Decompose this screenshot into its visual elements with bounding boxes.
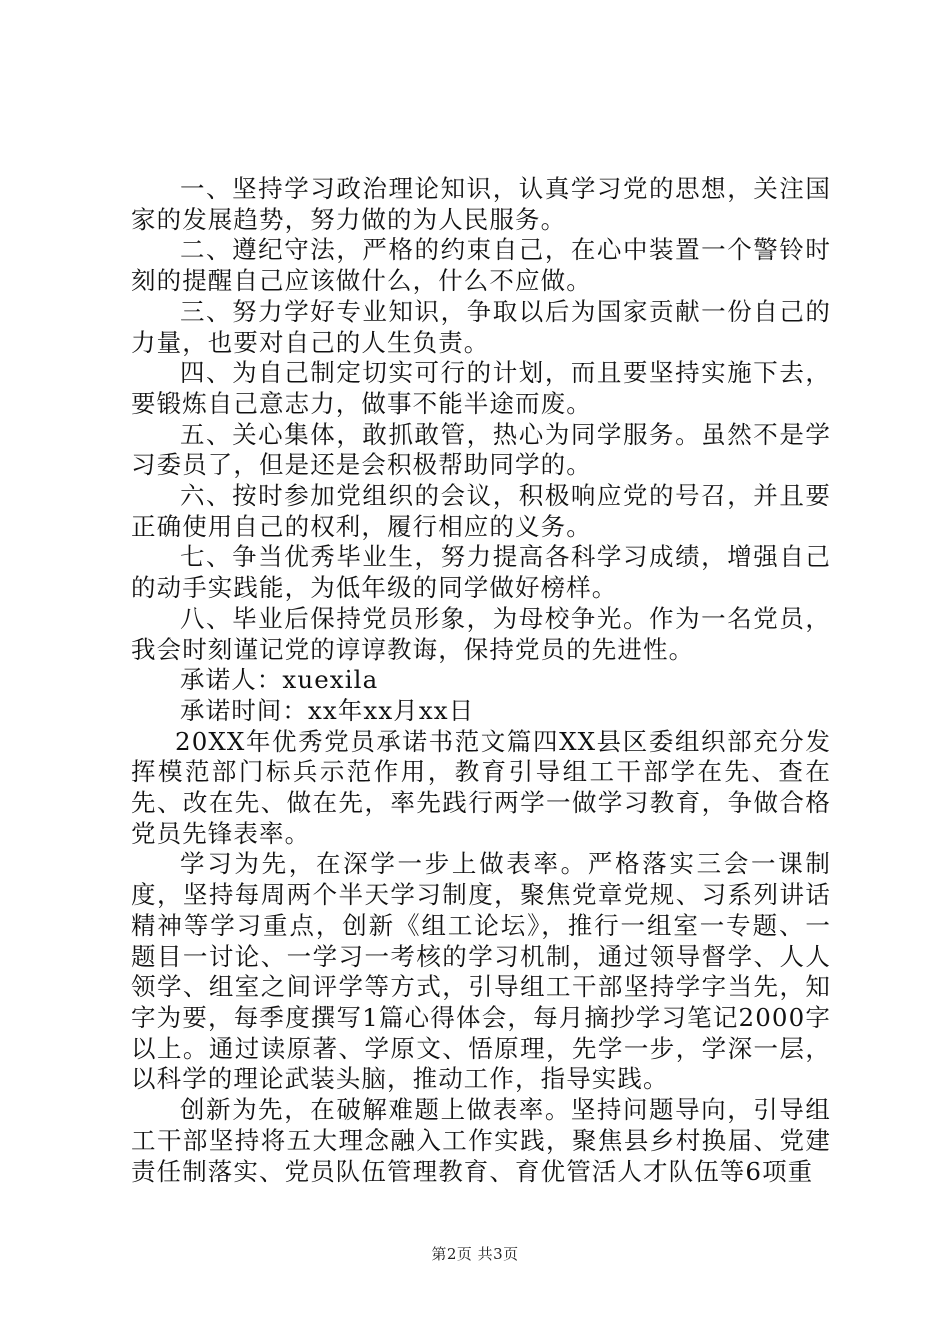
page-number-label: 第2页 共3页 [431,1245,519,1263]
paragraph-commitment-4: 四、为自己制定切实可行的计划，而且要坚持实施下去，要锻炼自己意志力，做事不能半途而废。 [131,358,831,418]
paragraph-commitment-6: 六、按时参加党组织的会议，积极响应党的号召，并且要正确使用自己的权利，履行相应的义务。 [131,481,831,541]
paragraph-commitment-2: 二、遵纪守法，严格的约束自己，在心中装置一个警铃时刻的提醒自己应该做什么，什么不应做。 [131,235,831,296]
page-footer [0,1244,950,1264]
paragraph-commitment-5: 五、关心集体，敢抓敢管，热心为同学服务。虽然不是学习委员了，但是还是会积极帮助同学的。 [131,419,831,480]
paragraph-article-intro: 20XX年优秀党员承诺书范文篇四XX县区委组织部充分发挥模范部门标兵示范作用，教育引导组工干部学在先、查在先、改在先、做在先，率先践行两学一做学习教育，争做合格党员先锋表率。 [131,726,831,848]
signatory-line: 承诺人：xuexila [180,665,379,695]
paragraph-commitment-3: 三、努力学好专业知识，争取以后为国家贡献一份自己的力量，也要对自己的人生负责。 [131,296,831,357]
commitment-date-line: 承诺时间：xx年xx月xx日 [180,695,475,725]
paragraph-study-first: 学习为先，在深学一步上做表率。严格落实三会一课制度，坚持每周两个半天学习制度，聚焦党章党规、习系列讲话精神等学习重点，创新《组工论坛》，推行一组室一专题、一题目一讨论、一学习一考核的学习机制，通过领导督学、人人领学、组室之间评学等方式，引导组工干部坚持学字当先，知字为要，每季度撰写1篇心得体会，每月摘抄学习笔记2000字以上。通过读原著、学原文、悟原理，先学一步，学深一层，以科学的理论武装头脑，推动工作，指导实践。 [131,849,831,1094]
paragraph-commitment-1: 一、坚持学习政治理论知识，认真学习党的思想，关注国家的发展趋势，努力做的为人民服务。 [131,174,831,234]
document-body [131,174,831,1187]
paragraph-commitment-8: 八、毕业后保持党员形象，为母校争光。作为一名党员，我会时刻谨记党的谆谆教诲，保持党员的先进性。 [131,603,831,664]
paragraph-innovation-first: 创新为先，在破解难题上做表率。坚持问题导向，引导组工干部坚持将五大理念融入工作实践，聚焦县乡村换届、党建责任制落实、党员队伍管理教育、育优管活人才队伍等6项重 [131,1095,831,1186]
paragraph-commitment-7: 七、争当优秀毕业生，努力提高各科学习成绩，增强自己的动手实践能，为低年级的同学做好榜样。 [131,542,831,603]
